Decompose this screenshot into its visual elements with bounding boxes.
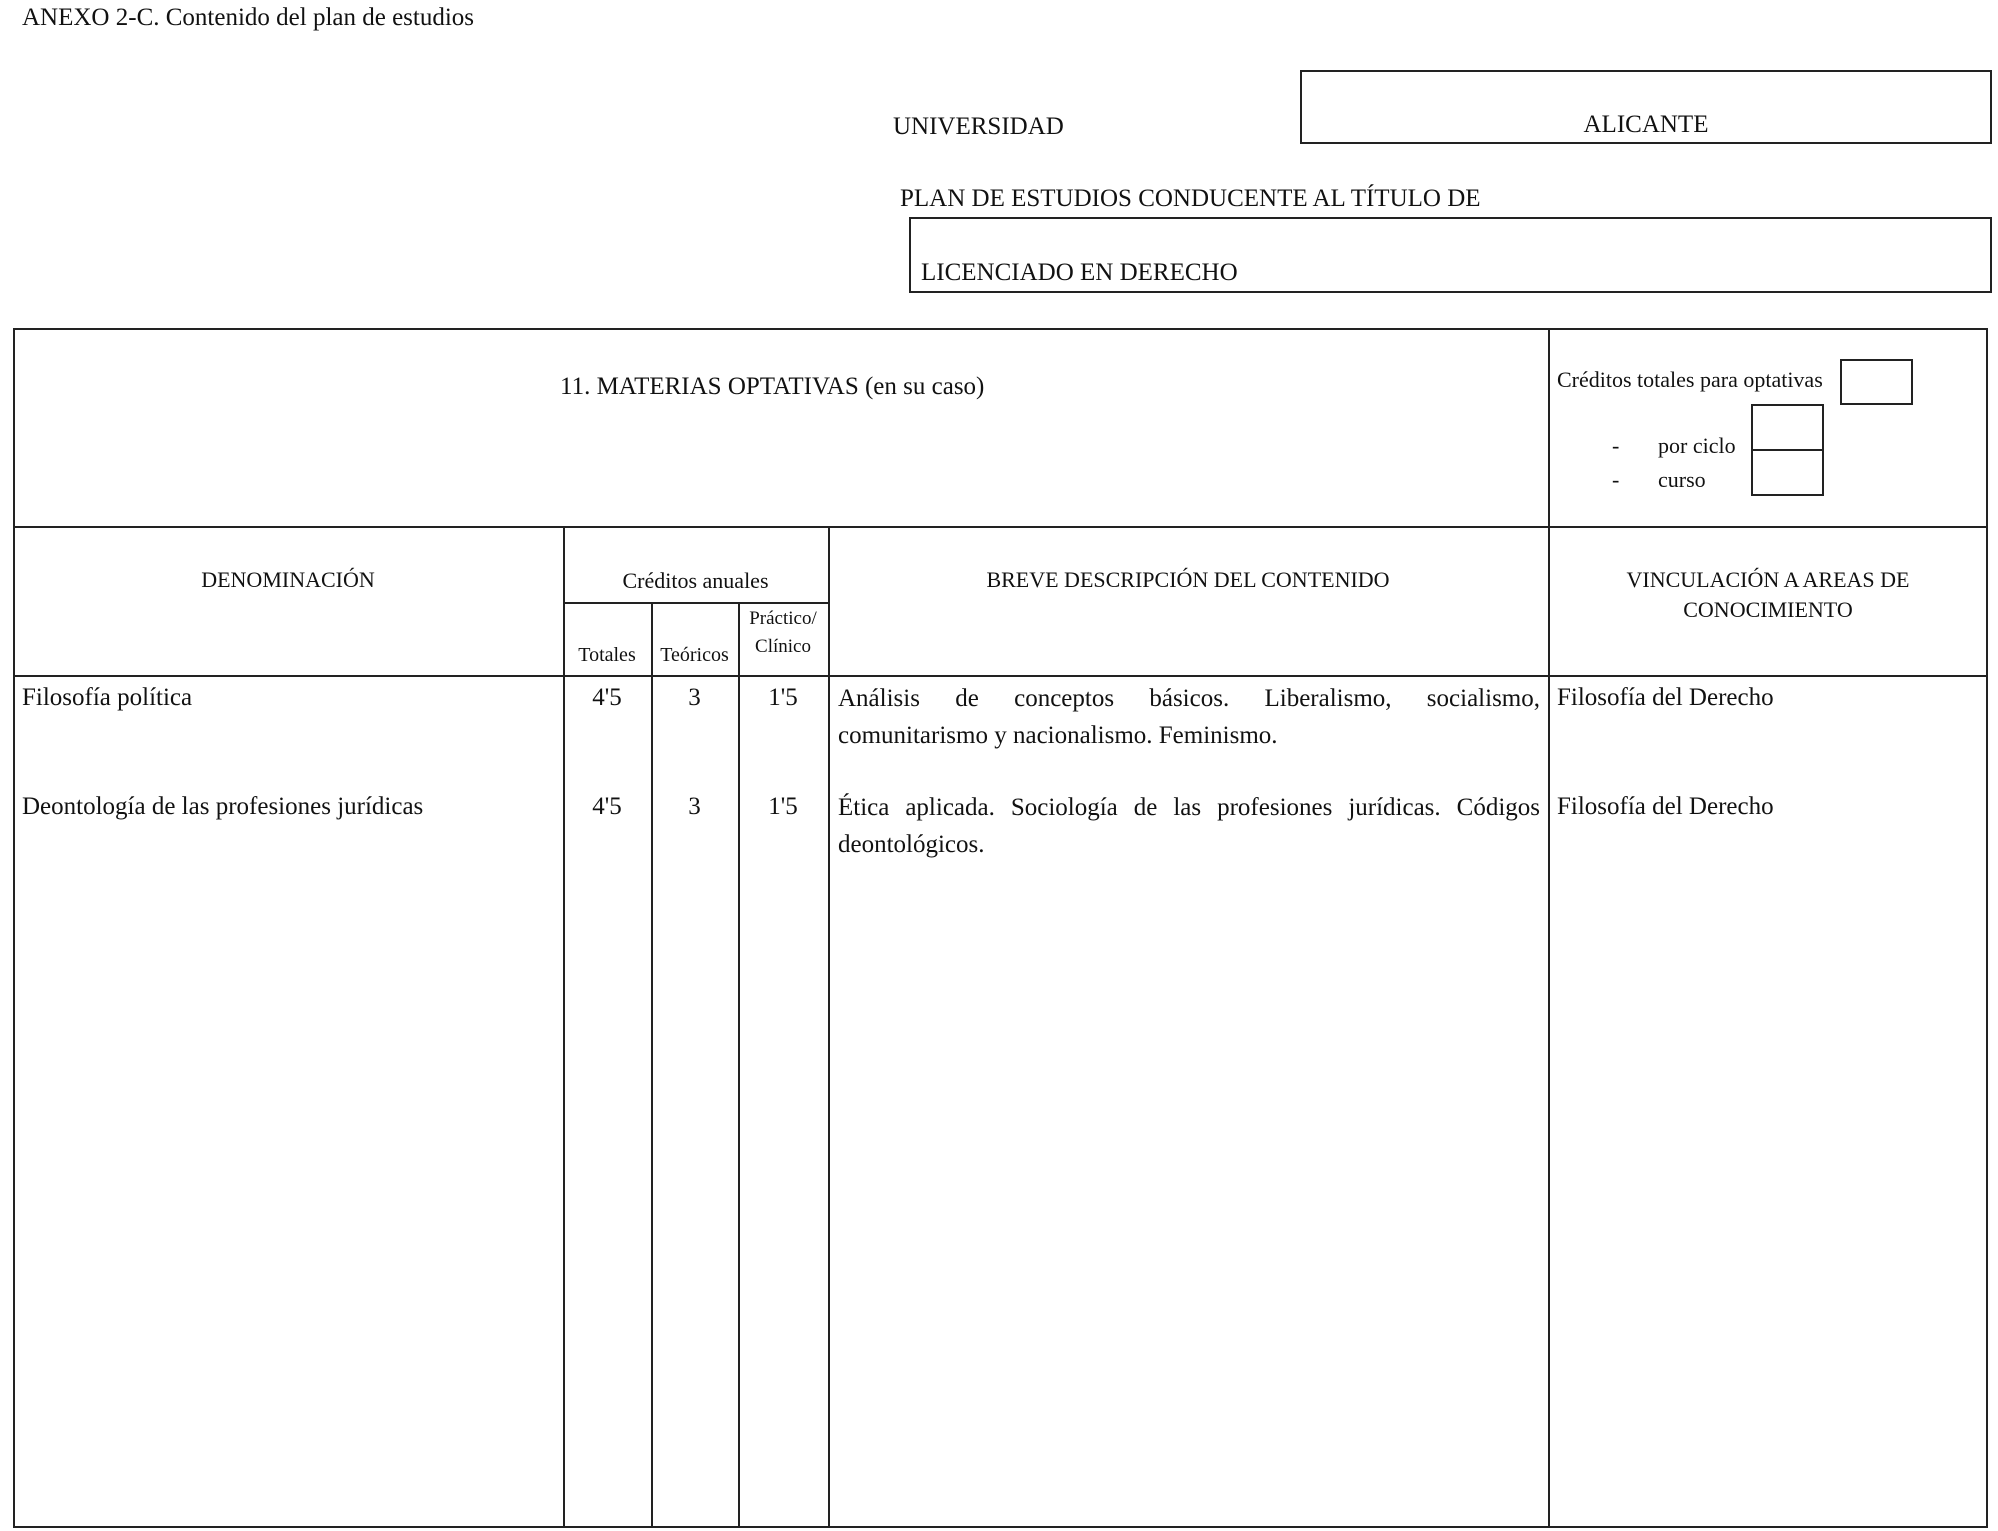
- annex-title: ANEXO 2-C. Contenido del plan de estudios: [22, 4, 475, 31]
- row-2-name: Deontología de las profesiones jurídicas: [22, 793, 424, 820]
- row-1-practice: 1'5: [768, 684, 798, 711]
- row-2-practice: 1'5: [768, 793, 798, 820]
- col-practice-header-line2: Clínico: [755, 636, 811, 657]
- degree-box: [909, 217, 1992, 293]
- row-1-area: Filosofía del Derecho: [1557, 684, 1774, 711]
- description-column-divider: [828, 526, 830, 1528]
- degree-value: LICENCIADO EN DERECHO: [921, 259, 1238, 286]
- per-course-dash: -: [1612, 467, 1620, 492]
- name-column-divider: [563, 526, 565, 1528]
- university-value: ALICANTE: [1583, 111, 1709, 138]
- row-1-description: Análisis de conceptos básicos. Liberalismo, socialismo, comunitarismo y nacionalismo. Feminismo.: [838, 685, 1540, 749]
- credits-subheader-line: [563, 602, 828, 604]
- row-1-name: Filosofía política: [22, 684, 193, 711]
- per-course-label: curso: [1658, 467, 1706, 492]
- plan-label: PLAN DE ESTUDIOS CONDUCENTE AL TÍTULO DE: [900, 185, 1481, 212]
- section-title: 11. MATERIAS OPTATIVAS (en su caso): [560, 373, 985, 400]
- col-credits-header: Créditos anuales: [622, 568, 769, 593]
- col-theory-header: Teóricos: [660, 644, 729, 666]
- per-cycle-dash: -: [1612, 433, 1620, 458]
- university-label: UNIVERSIDAD: [893, 113, 1064, 140]
- cycle-course-divider: [1751, 449, 1824, 451]
- col-area-header-line1: VINCULACIÓN A AREAS DE: [1626, 567, 1910, 592]
- col-area-header-line2: CONOCIMIENTO: [1683, 597, 1853, 622]
- credits-total-label: Créditos totales para optativas: [1557, 367, 1823, 392]
- col-practice-header-line1: Práctico/: [749, 608, 817, 629]
- row-2-theory: 3: [688, 793, 701, 820]
- credits-total-box: [1840, 359, 1913, 405]
- row-2-description: Ética aplicada. Sociología de las profesiones jurídicas. Códigos deontológicos.: [838, 794, 1540, 858]
- row-2-area: Filosofía del Derecho: [1557, 793, 1774, 820]
- row-1-theory: 3: [688, 684, 701, 711]
- header-row-bottom-line: [13, 675, 1988, 677]
- table-frame: [13, 328, 1988, 1528]
- col-name-header: DENOMINACIÓN: [201, 567, 375, 592]
- theory-column-divider: [738, 602, 740, 1528]
- header-row-top-line: [13, 526, 1988, 528]
- area-column-divider: [1548, 328, 1550, 1528]
- row-1-totals: 4'5: [592, 684, 622, 711]
- totals-column-divider: [651, 602, 653, 1528]
- row-2-totals: 4'5: [592, 793, 622, 820]
- per-cycle-label: por ciclo: [1658, 433, 1736, 458]
- col-description-header: BREVE DESCRIPCIÓN DEL CONTENIDO: [986, 567, 1390, 592]
- university-box: [1300, 70, 1992, 144]
- col-totals-header: Totales: [578, 644, 636, 666]
